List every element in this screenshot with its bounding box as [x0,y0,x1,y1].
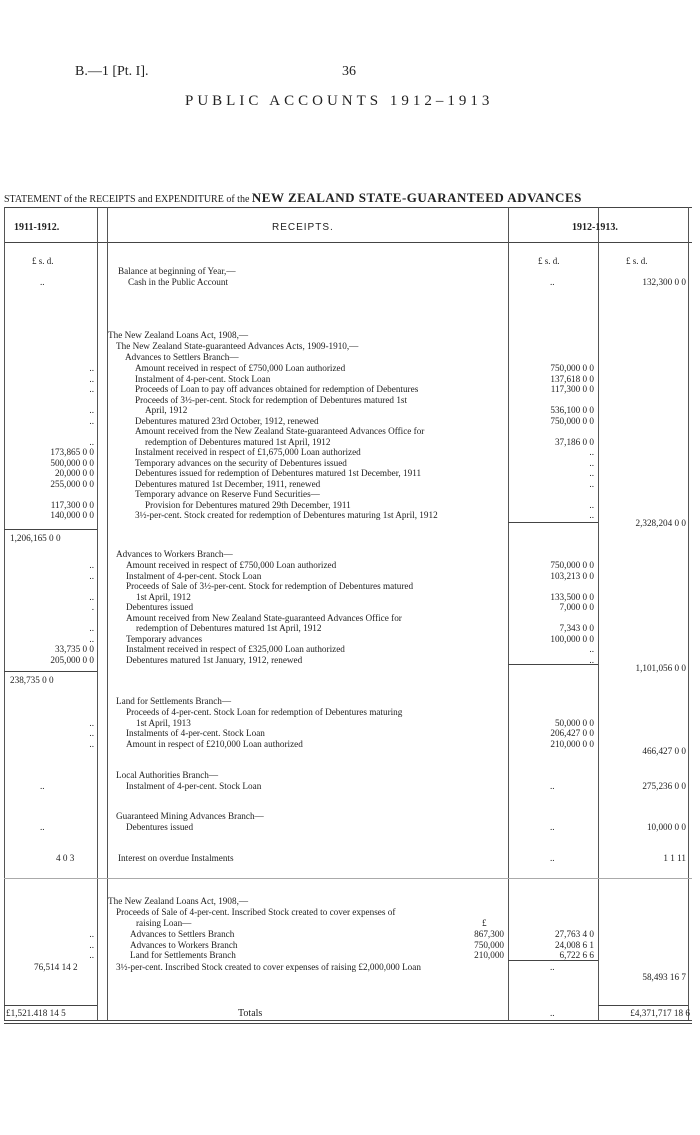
total-rule [4,1005,97,1006]
workers-title: Advances to Workers Branch— [116,549,233,559]
col-curr-year: 1912-1913. [572,222,618,233]
prev-amount: .. [89,373,94,384]
curr-amount: .. [589,644,594,654]
col-prev-year: 1911-1912. [14,222,60,233]
col-divider [598,207,599,1020]
subtotal-rule [508,522,598,523]
exp-total: 58,493 16 7 [642,972,686,982]
curr-amount: 536,100 0 0 [550,405,594,415]
workers-total: 1,101,056 0 0 [635,663,686,673]
statement-heading [4,190,582,206]
ledger-row-text: April, 1912 [145,405,188,415]
table-bottom-rule [4,1020,692,1021]
ledger-row-text: Proceeds of 3½-per-cent. Stock for redemption of Debentures matured 1st [135,394,408,405]
ledger-row-text: Instalment received in respect of £325,000 Loan authorized [126,644,345,654]
land-title: Land for Settlements Branch— [116,696,232,706]
local-amt: .. [550,781,555,791]
ledger-row-text: Advances to Workers Branch [130,939,238,950]
ledger-row-text: Proceeds of Loan to pay off advances obtained for redemption of Debentures [135,384,419,394]
ledger-row-text: redemption of Debentures matured 1st April, 1912 [136,623,322,633]
curr-amount: 24,008 6 1 [554,939,594,950]
ledger-row-text: Amount received in respect of £750,000 Loan authorized [126,560,337,570]
page-reference: B.—1 [Pt. I]. [75,64,149,79]
money-header: £ s. d. [626,256,648,266]
prev-amount: 500,000 0 0 [50,457,94,468]
ledger-row-text: Temporary advances [126,633,203,644]
curr-amount: 100,000 0 0 [550,633,594,644]
exp-title: The New Zealand Loans Act, 1908,— [108,896,249,906]
settlers-prev-total: 1,206,165 0 0 [10,533,61,543]
curr-amount: 117,300 0 0 [550,384,594,394]
col-divider [508,207,509,1020]
statement-name: NEW ZEALAND STATE-GUARANTEED ADVANCES [251,190,582,205]
ledger-row-text: Amount received from New Zealand State-guaranteed Advances Office for [126,612,402,623]
totals-prev: £1,521.418 14 5 [6,1008,66,1018]
prev-amount: .. [89,738,94,749]
mining-title: Guaranteed Mining Advances Branch— [116,811,264,821]
prev-amount: 140,000 0 0 [50,510,94,520]
prev-amount: .. [89,560,94,570]
local-title: Local Authorities Branch— [116,770,219,780]
ledger-row-text: Debentures issued [126,602,194,612]
curr-amount: .. [589,654,594,665]
exp-last-prev: 76,514 14 2 [34,962,78,972]
curr-amount: 6,722 6 6 [559,950,594,960]
land-total: 466,427 0 0 [642,746,686,756]
prev-amount: .. [89,623,94,633]
workers-prev-total: 238,735 0 0 [10,675,54,685]
ledger-row-text: Temporary advances on the security of Debentures issued [135,457,347,468]
settlers-title: Advances to Settlers Branch— [125,352,239,362]
totals-total: £4,371,717 18 6 [630,1008,690,1018]
interest-prev: 4 0 3 [56,853,75,863]
curr-amount: 7,000 0 0 [559,602,594,612]
mining-prev: .. [40,822,45,832]
prev-amount: 33,735 0 0 [54,644,94,654]
curr-amount: .. [589,468,594,478]
mining-amt: .. [550,822,555,832]
inner-amount: 210,000 [474,950,504,960]
prev-amount: .. [89,929,94,939]
ledger-row-text: 1st April, 1913 [136,717,191,728]
local-item: Instalment of 4-per-cent. Stock Loan [126,781,262,791]
exp-last: 3½-per-cent. Inscribed Stock created to cover expenses of raising £2,000,000 Loan [116,962,421,972]
curr-amount: .. [589,457,594,468]
exp-sub: Proceeds of Sale of 4-per-cent. Inscribed Stock created to cover expenses of [116,907,396,917]
prev-amount: .. [89,405,94,415]
ledger-row-text: Land for Settlements Branch [130,950,236,960]
settlers-total: 2,328,204 0 0 [635,518,686,528]
statement-prefix: STATEMENT of the RECEIPTS and EXPENDITURE of the [4,194,250,205]
balance-total: 132,300 0 0 [642,277,686,287]
prev-amount: .. [89,363,94,373]
ledger-row-text: 3½-per-cent. Stock created for redemption of Debentures maturing 1st April, 1912 [135,510,438,520]
ledger-row-text: Amount received from the New Zealand State-guaranteed Advances Office for [135,426,425,436]
money-header: £ s. d. [32,256,54,266]
prev-amount: .. [89,436,94,447]
ledger-row-text: Debentures matured 1st January, 1912, renewed [126,654,303,665]
act-subtitle: The New Zealand State-guaranteed Advances Acts, 1909-1910,— [116,341,359,351]
ledger-row-text: Temporary advance on Reserve Fund Securities— [135,489,320,499]
totals-label: Totals [238,1008,263,1019]
curr-amount: 137,618 0 0 [550,373,594,384]
prev-amount: .. [89,633,94,644]
interest-item: Interest on overdue Instalments [118,853,234,863]
ledger-row-text: Instalment received in respect of £1,675,000 Loan authorized [135,447,361,457]
act-title: The New Zealand Loans Act, 1908,— [108,330,249,340]
ledger-row-text: Debentures matured 23rd October, 1912, renewed [135,415,319,426]
prev-amount: 117,300 0 0 [50,499,94,510]
prev-amount: .. [89,717,94,728]
curr-amount: 7,343 0 0 [559,623,594,633]
exp-pound: £ [482,918,487,928]
curr-amount: 103,213 0 0 [550,570,594,581]
prev-amount: 205,000 0 0 [50,654,94,665]
ledger-row-text: Advances to Settlers Branch [130,929,235,939]
exp-sub2: raising Loan— [136,918,192,928]
curr-amount: .. [550,277,555,287]
balance-title: Balance at beginning of Year,— [118,266,236,276]
page-number: 36 [342,64,356,79]
curr-amount: 750,000 0 0 [550,363,594,373]
page-title: PUBLIC ACCOUNTS 1912–1913 [185,93,494,109]
prev-amount: .. [89,728,94,738]
total-rule [598,1005,688,1006]
local-total: 275,236 0 0 [642,781,686,791]
balance-item: Cash in the Public Account [128,277,229,287]
mining-item: Debentures issued [126,822,194,832]
curr-amount: 206,427 0 0 [550,728,594,738]
double-rule [4,1023,692,1024]
subtotal-rule [4,529,97,530]
inner-amount: 750,000 [474,939,504,950]
curr-amount: .. [589,478,594,489]
curr-amount: 27,763 4 0 [554,929,594,939]
curr-amount: 50,000 0 0 [554,717,594,728]
curr-amount: .. [589,447,594,457]
interest-amt: .. [550,853,555,863]
prev-amount: .. [89,939,94,950]
ledger-row-text: 1st April, 1912 [136,591,191,602]
prev-amount: .. [89,591,94,602]
curr-amount: 133,500 0 0 [550,591,594,602]
subtotal-rule [508,664,598,665]
curr-amount: .. [589,510,594,520]
curr-amount: 750,000 0 0 [550,560,594,570]
ledger-row-text: Debentures matured 1st December, 1911, renewed [135,478,321,489]
col-divider [688,207,689,1020]
totals-amt: .. [550,1008,555,1018]
prev-amount: .. [89,415,94,426]
interest-total: 1 1 11 [663,853,686,863]
ledger-row-text: Proceeds of 4-per-cent. Stock Loan for redemption of Debentures maturing [126,707,403,717]
prev-amount: 173,865 0 0 [50,447,94,457]
curr-amount: .. [589,499,594,510]
subtotal-rule [508,960,598,961]
ledger-row-text: Instalment of 4-per-cent. Stock Loan [135,373,271,384]
money-header: £ s. d. [538,256,560,266]
inner-amount: 867,300 [474,929,504,939]
prev-amount: .. [89,950,94,960]
ledger-row-text: Amount received in respect of £750,000 Loan authorized [135,363,346,373]
prev-amount: .. [40,277,45,287]
prev-amount: .. [89,384,94,394]
ledger-row-text: Instalment of 4-per-cent. Stock Loan [126,570,262,581]
ledger-row-text: redemption of Debentures matured 1st April, 1912 [145,436,331,447]
ledger-row-text: Provision for Debentures matured 29th December, 1911 [145,499,351,510]
col-receipts: RECEIPTS. [272,222,334,233]
curr-amount: 750,000 0 0 [550,415,594,426]
local-prev: .. [40,781,45,791]
section-rule [4,878,692,879]
col-divider [97,207,98,1020]
col-divider [4,207,5,1020]
curr-amount: 210,000 0 0 [550,738,594,749]
ledger-row-text: Debentures issued for redemption of Debentures matured 1st December, 1911 [135,468,422,478]
curr-amount: 37,186 0 0 [554,436,594,447]
prev-amount: . [91,602,94,612]
mining-total: 10,000 0 0 [646,822,686,832]
ledger-row-text: Proceeds of Sale of 3½-per-cent. Stock for redemption of Debentures matured [126,581,414,591]
ledger-row-text: Amount in respect of £210,000 Loan authorized [126,738,303,749]
prev-amount: .. [89,570,94,581]
prev-amount: 20,000 0 0 [54,468,94,478]
subtotal-rule [4,671,97,672]
ledger-row-text: Instalments of 4-per-cent. Stock Loan [126,728,265,738]
prev-amount: 255,000 0 0 [50,478,94,489]
exp-last-amt: .. [550,962,555,972]
